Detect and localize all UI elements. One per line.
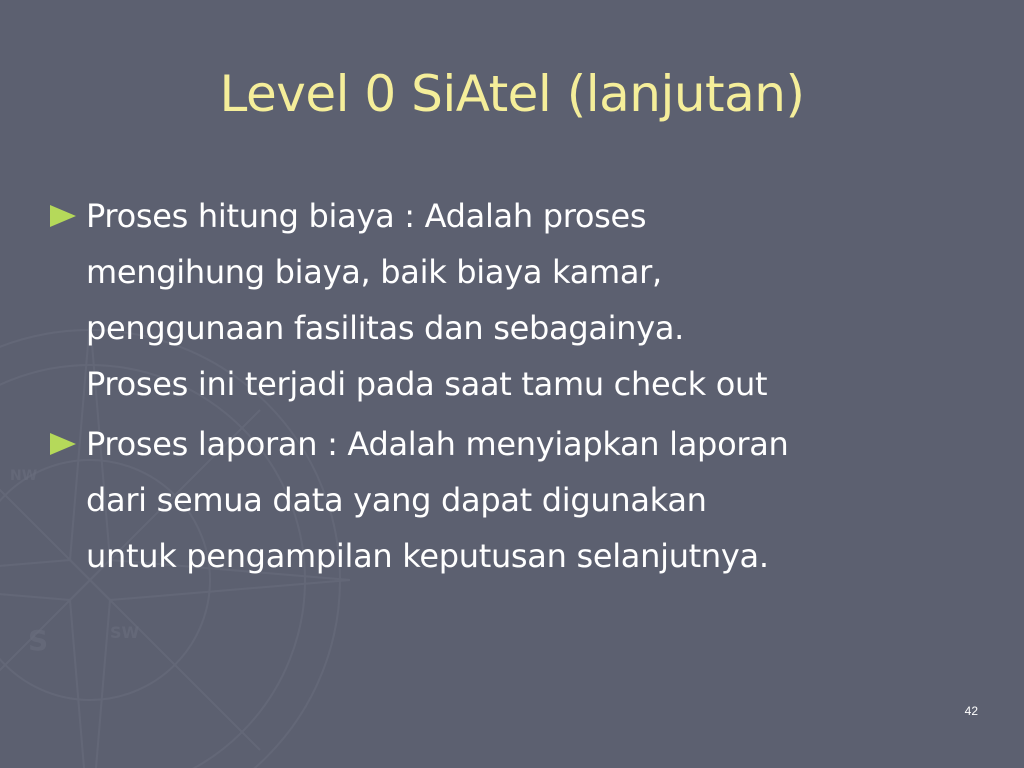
triangle-right-icon <box>48 204 78 228</box>
bullet-line: untuk pengampilan keputusan selanjutnya. <box>86 537 769 575</box>
bullet-line: Proses hitung biaya : Adalah proses <box>86 197 647 235</box>
svg-text:S: S <box>28 624 49 657</box>
bullet-item <box>48 416 998 584</box>
bullet-line: Proses ini terjadi pada saat tamu check out <box>86 365 768 403</box>
triangle-right-icon <box>48 432 78 456</box>
bullet-list <box>48 188 998 588</box>
bullet-line: Proses laporan : Adalah menyiapkan laporan <box>86 425 789 463</box>
svg-text:SW: SW <box>110 623 140 642</box>
slide-title: Level 0 SiAtel (lanjutan) <box>219 65 805 123</box>
bullet-line: dari semua data yang dapat digunakan <box>86 481 707 519</box>
svg-text:NW: NW <box>10 468 38 484</box>
bullet-item <box>48 188 998 412</box>
bullet-line: mengihung biaya, baik biaya kamar, <box>86 253 662 291</box>
page-number: 42 <box>964 704 978 718</box>
bullet-line: penggunaan fasilitas dan sebagainya. <box>86 309 685 347</box>
